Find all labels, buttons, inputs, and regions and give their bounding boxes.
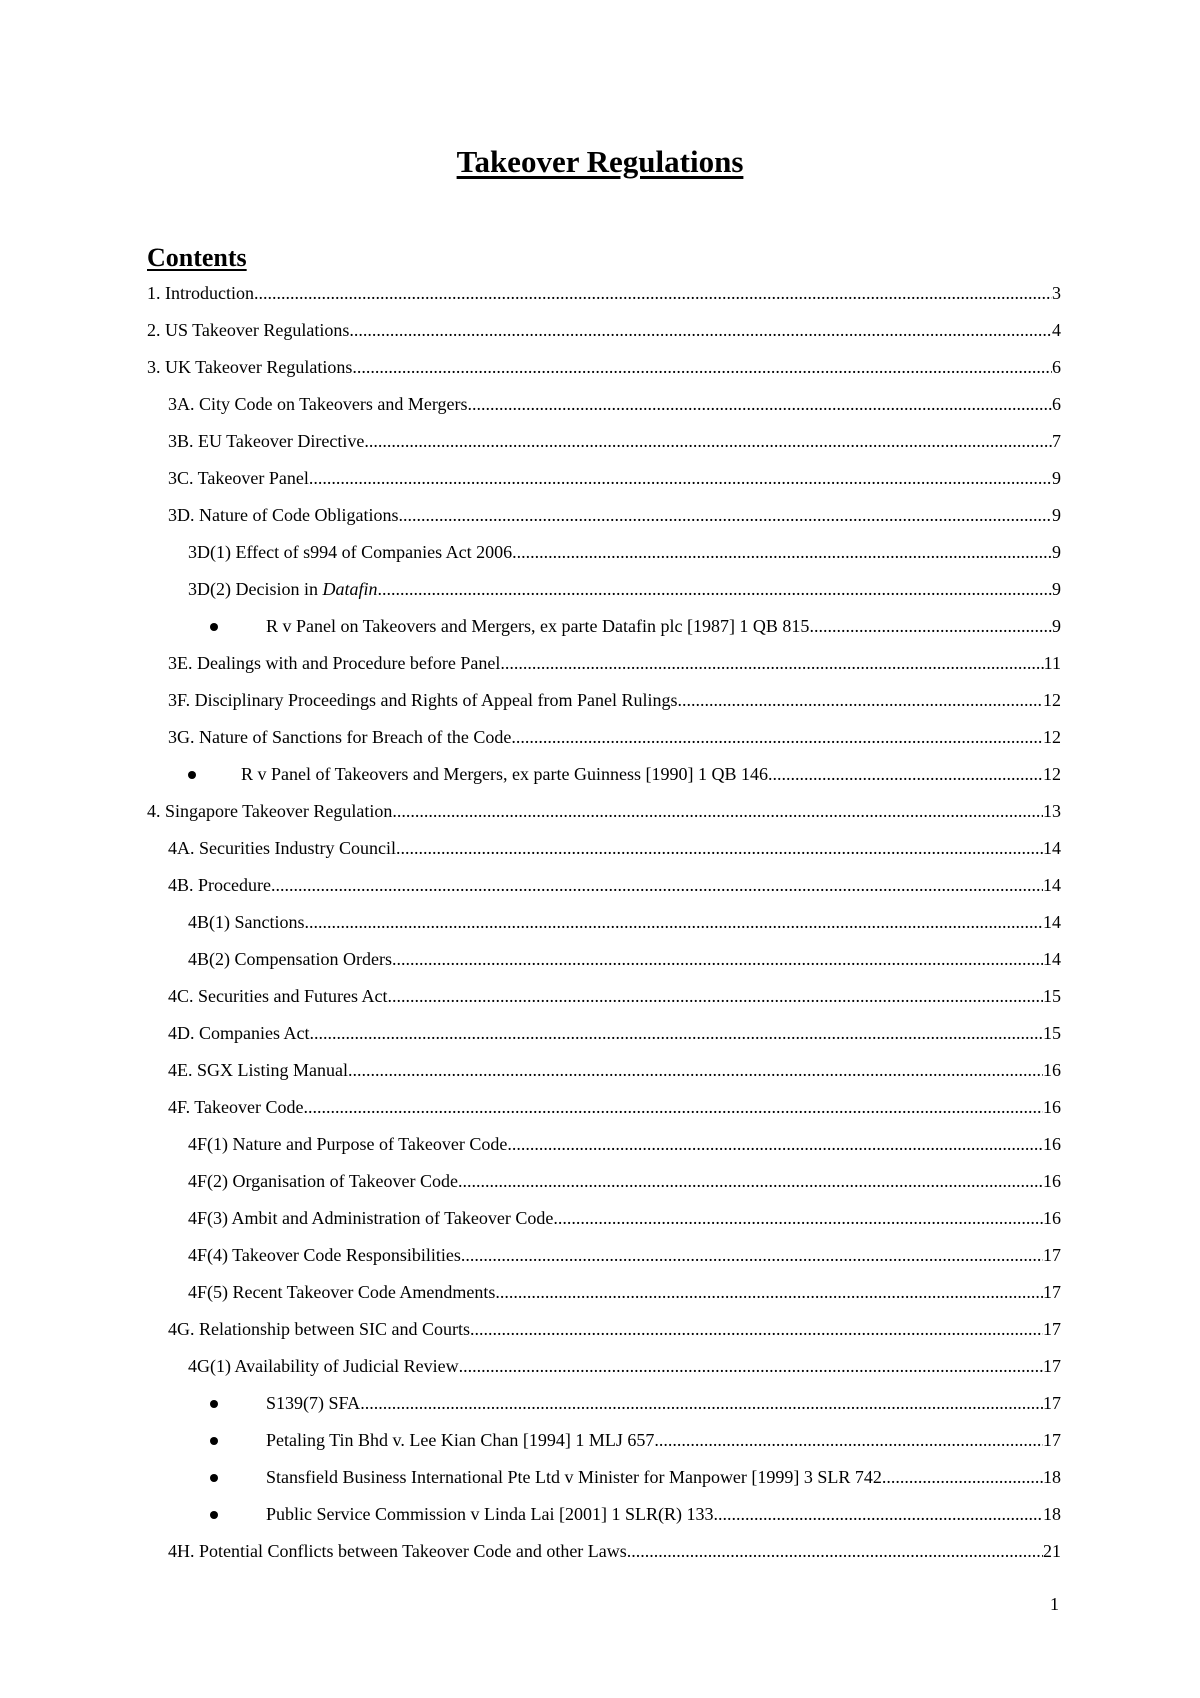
toc-leader-dots: [303, 1089, 1043, 1126]
toc-entry-label: 4G(1) Availability of Judicial Review: [188, 1356, 459, 1376]
table-of-contents: [147, 275, 1061, 1570]
contents-heading: Contents: [147, 243, 247, 272]
toc-leader-dots: [360, 1385, 1043, 1422]
toc-leader-dots: [470, 1311, 1043, 1348]
toc-leader-dots: [461, 1237, 1043, 1274]
toc-entry[interactable]: [147, 1459, 1061, 1496]
toc-entry-page-number: 16: [1043, 1208, 1061, 1228]
toc-entry-page-number: 12: [1043, 764, 1061, 784]
toc-leader-dots: [349, 312, 1052, 349]
toc-entry-page-number: 12: [1043, 690, 1061, 710]
toc-entry-page-number: 14: [1043, 875, 1061, 895]
toc-entry-page-number: 14: [1043, 838, 1061, 858]
toc-leader-dots: [500, 645, 1043, 682]
toc-entry-page-number: 17: [1043, 1319, 1061, 1339]
toc-entry-label: Petaling Tin Bhd v. Lee Kian Chan [1994] 1 MLJ 657: [266, 1430, 655, 1450]
toc-entry-page-number: 15: [1043, 986, 1061, 1006]
toc-leader-dots: [713, 1496, 1043, 1533]
page-number: 1: [1050, 1594, 1059, 1614]
toc-entry[interactable]: [147, 867, 1061, 904]
toc-leader-dots: [348, 1052, 1043, 1089]
toc-entry-page-number: 11: [1043, 653, 1061, 673]
toc-leader-dots: [768, 756, 1043, 793]
toc-entry[interactable]: [147, 312, 1061, 349]
toc-entry[interactable]: [147, 756, 1061, 793]
toc-entry-page-number: 3: [1052, 283, 1061, 303]
toc-entry[interactable]: [147, 1089, 1061, 1126]
toc-entry-label: 4G. Relationship between SIC and Courts: [168, 1319, 470, 1339]
toc-leader-dots: [882, 1459, 1043, 1496]
toc-leader-dots: [654, 1422, 1043, 1459]
toc-entry-label: R v Panel on Takeovers and Mergers, ex parte Datafin plc [1987] 1 QB 815: [266, 616, 810, 636]
toc-leader-dots: [310, 1015, 1044, 1052]
toc-leader-dots: [398, 497, 1052, 534]
toc-entry-label: S139(7) SFA: [266, 1393, 361, 1413]
toc-entry-page-number: 14: [1043, 949, 1061, 969]
bullet-icon: [210, 1400, 218, 1408]
toc-entry-label: 3. UK Takeover Regulations: [147, 357, 353, 377]
toc-entry-page-number: 18: [1043, 1467, 1061, 1487]
toc-entry-page-number: 16: [1043, 1097, 1061, 1117]
toc-entry-page-number: 18: [1043, 1504, 1061, 1524]
toc-entry-label: 4E. SGX Listing Manual: [168, 1060, 348, 1080]
toc-entry-label: 4H. Potential Conflicts between Takeover Code and other Laws: [168, 1541, 627, 1561]
toc-entry[interactable]: [147, 571, 1061, 608]
toc-entry[interactable]: [147, 1348, 1061, 1385]
toc-entry[interactable]: [147, 1200, 1061, 1237]
bullet-icon: [210, 623, 218, 631]
toc-entry-label: 4F(3) Ambit and Administration of Takeover Code: [188, 1208, 554, 1228]
toc-entry[interactable]: [147, 423, 1061, 460]
toc-entry[interactable]: [147, 793, 1061, 830]
toc-entry-label: 4A. Securities Industry Council: [168, 838, 396, 858]
toc-entry-page-number: 16: [1043, 1171, 1061, 1191]
toc-leader-dots: [364, 423, 1052, 460]
toc-entry-page-number: 21: [1043, 1541, 1061, 1561]
bullet-icon: [188, 771, 196, 779]
toc-entry[interactable]: [147, 386, 1061, 423]
toc-leader-dots: [495, 1274, 1043, 1311]
bullet-icon: [210, 1474, 218, 1482]
toc-entry[interactable]: [147, 1422, 1061, 1459]
toc-entry-label: Stansfield Business International Pte Ltd v Minister for Manpower [1999] 3 SLR 742: [266, 1467, 882, 1487]
toc-entry[interactable]: [147, 275, 1061, 312]
toc-entry-label: 3A. City Code on Takeovers and Mergers: [168, 394, 468, 414]
toc-entry-label: 4F(2) Organisation of Takeover Code: [188, 1171, 459, 1191]
toc-entry-label: 4B(1) Sanctions: [188, 912, 305, 932]
toc-entry-label: 4F(1) Nature and Purpose of Takeover Code: [188, 1134, 508, 1154]
toc-entry-page-number: 14: [1043, 912, 1061, 932]
toc-entry[interactable]: [147, 645, 1061, 682]
toc-entry[interactable]: [147, 1015, 1061, 1052]
toc-leader-dots: [511, 719, 1043, 756]
toc-leader-dots: [387, 978, 1043, 1015]
toc-leader-dots: [309, 460, 1052, 497]
toc-entry-page-number: 9: [1052, 579, 1061, 599]
toc-leader-dots: [468, 386, 1052, 423]
toc-entry-page-number: 16: [1043, 1060, 1061, 1080]
toc-leader-dots: [271, 867, 1043, 904]
toc-entry-page-number: 7: [1052, 431, 1061, 451]
toc-entry-label: 4. Singapore Takeover Regulation: [147, 801, 393, 821]
toc-entry-label: 4F(5) Recent Takeover Code Amendments: [188, 1282, 496, 1302]
toc-entry-label: 2. US Takeover Regulations: [147, 320, 350, 340]
toc-leader-dots: [396, 830, 1043, 867]
toc-entry-label: 3D(1) Effect of s994 of Companies Act 2006: [188, 542, 513, 562]
toc-entry-label: 3F. Disciplinary Proceedings and Rights of Appeal from Panel Rulings: [168, 690, 678, 710]
toc-leader-dots: [378, 571, 1053, 608]
bullet-icon: [210, 1437, 218, 1445]
toc-entry[interactable]: [147, 1274, 1061, 1311]
toc-entry-label: 3B. EU Takeover Directive: [168, 431, 365, 451]
document-title: Takeover Regulations: [456, 144, 744, 179]
toc-leader-dots: [305, 904, 1044, 941]
toc-entry-label: 3D(2) Decision in Datafin: [188, 579, 378, 599]
toc-entry-page-number: 4: [1052, 320, 1061, 340]
toc-leader-dots: [553, 1200, 1043, 1237]
toc-entry-label: 4D. Companies Act: [168, 1023, 310, 1043]
toc-leader-dots: [458, 1163, 1043, 1200]
toc-leader-dots: [507, 1126, 1043, 1163]
toc-entry[interactable]: [147, 941, 1061, 978]
toc-entry-page-number: 17: [1043, 1430, 1061, 1450]
toc-entry[interactable]: [147, 1163, 1061, 1200]
toc-entry-page-number: 17: [1043, 1356, 1061, 1376]
toc-entry-page-number: 13: [1043, 801, 1061, 821]
toc-entry-page-number: 12: [1043, 727, 1061, 747]
toc-entry-label: 4B. Procedure: [168, 875, 271, 895]
toc-entry-label: 4C. Securities and Futures Act: [168, 986, 388, 1006]
toc-leader-dots: [809, 608, 1052, 645]
toc-entry-label: R v Panel of Takeovers and Mergers, ex parte Guinness [1990] 1 QB 146: [241, 764, 768, 784]
toc-entry[interactable]: [147, 1533, 1061, 1570]
toc-entry-page-number: 9: [1052, 542, 1061, 562]
toc-entry[interactable]: [147, 608, 1061, 645]
toc-leader-dots: [254, 275, 1052, 312]
toc-entry[interactable]: [147, 719, 1061, 756]
toc-entry-page-number: 17: [1043, 1393, 1061, 1413]
toc-entry[interactable]: [147, 534, 1061, 571]
toc-leader-dots: [352, 349, 1052, 386]
toc-entry-label: 3G. Nature of Sanctions for Breach of the Code: [168, 727, 512, 747]
toc-entry[interactable]: [147, 830, 1061, 867]
toc-entry-page-number: 6: [1052, 394, 1061, 414]
toc-entry[interactable]: [147, 978, 1061, 1015]
toc-entry-label: 4F(4) Takeover Code Responsibilities: [188, 1245, 461, 1265]
toc-entry[interactable]: [147, 460, 1061, 497]
toc-entry-label: 3C. Takeover Panel: [168, 468, 309, 488]
toc-entry[interactable]: [147, 1126, 1061, 1163]
toc-entry-label: 4F. Takeover Code: [168, 1097, 304, 1117]
toc-entry-page-number: 9: [1052, 505, 1061, 525]
toc-entry[interactable]: [147, 1311, 1061, 1348]
toc-entry-page-number: 17: [1043, 1245, 1061, 1265]
toc-entry[interactable]: [147, 904, 1061, 941]
toc-entry-label: 3D. Nature of Code Obligations: [168, 505, 399, 525]
toc-entry-label: 1. Introduction: [147, 283, 254, 303]
toc-entry-page-number: 9: [1052, 468, 1061, 488]
bullet-icon: [210, 1511, 218, 1519]
toc-entry-page-number: 16: [1043, 1134, 1061, 1154]
toc-entry[interactable]: [147, 1052, 1061, 1089]
toc-entry-label: 4B(2) Compensation Orders: [188, 949, 392, 969]
toc-leader-dots: [392, 941, 1043, 978]
toc-leader-dots: [512, 534, 1052, 571]
toc-entry-page-number: 6: [1052, 357, 1061, 377]
toc-leader-dots: [459, 1348, 1043, 1385]
toc-entry-page-number: 17: [1043, 1282, 1061, 1302]
toc-entry[interactable]: [147, 1385, 1061, 1422]
toc-entry[interactable]: [147, 1237, 1061, 1274]
toc-entry-label: 3E. Dealings with and Procedure before Panel: [168, 653, 501, 673]
toc-entry[interactable]: [147, 682, 1061, 719]
toc-entry-label: Public Service Commission v Linda Lai [2001] 1 SLR(R) 133: [266, 1504, 714, 1524]
toc-entry[interactable]: [147, 497, 1061, 534]
toc-leader-dots: [627, 1533, 1043, 1570]
toc-entry-page-number: 15: [1043, 1023, 1061, 1043]
toc-entry[interactable]: [147, 349, 1061, 386]
toc-entry[interactable]: [147, 1496, 1061, 1533]
toc-entry-page-number: 9: [1052, 616, 1061, 636]
toc-leader-dots: [678, 682, 1043, 719]
toc-leader-dots: [392, 793, 1043, 830]
